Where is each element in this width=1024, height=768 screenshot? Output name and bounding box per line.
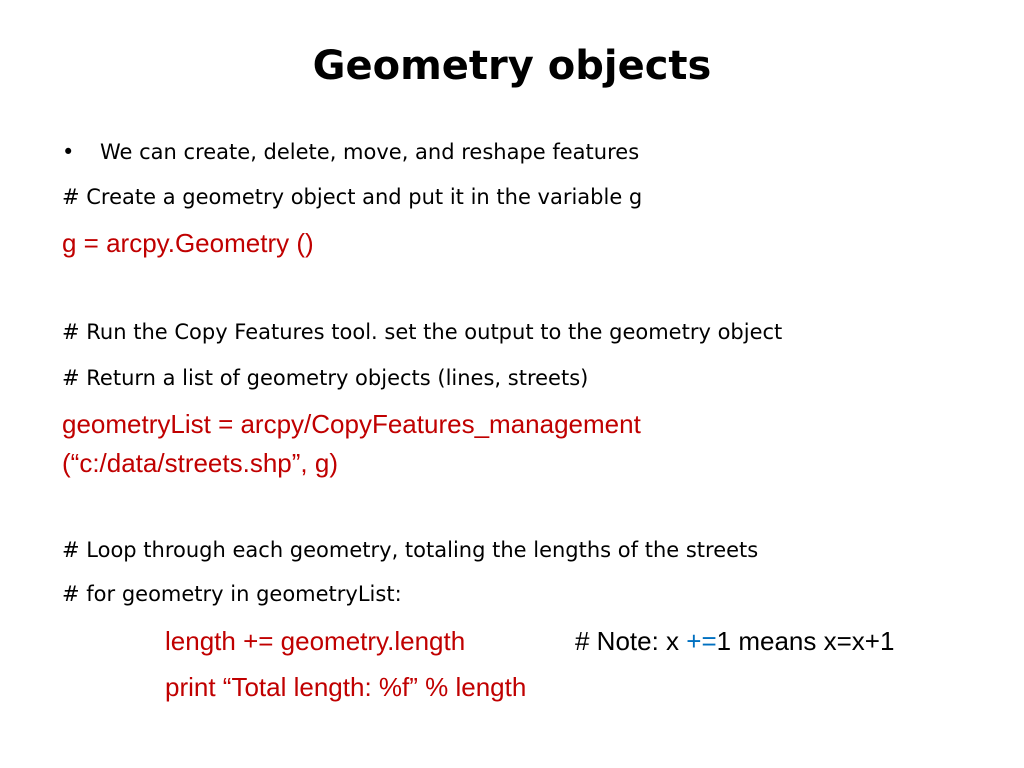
note-operator: += [686, 626, 717, 656]
comment-return: # Return a list of geometry objects (lines, streets) [62, 366, 589, 390]
comment-for: # for geometry in geometryList: [62, 582, 402, 606]
code-create: g = arcpy.Geometry () [62, 228, 314, 258]
comment-create: # Create a geometry object and put it in the variable g [62, 185, 643, 209]
code-copy-line2: (“c:/data/streets.shp”, g) [62, 448, 338, 478]
bullet-icon: • [62, 140, 75, 164]
bullet-text: We can create, delete, move, and reshape features [100, 140, 640, 164]
comment-loop: # Loop through each geometry, totaling the lengths of the streets [62, 538, 759, 562]
note-line [575, 626, 894, 657]
code-copy-line1: geometryList = arcpy/CopyFeatures_management [62, 409, 641, 439]
code-print: print “Total length: %f” % length [165, 672, 527, 702]
slide-title: Geometry objects [312, 43, 712, 89]
comment-copy: # Run the Copy Features tool. set the output to the geometry object [62, 320, 783, 344]
note-prefix: # Note: x [575, 626, 687, 656]
code-length: length += geometry.length [165, 626, 466, 656]
note-suffix: 1 means x=x+1 [716, 626, 895, 656]
